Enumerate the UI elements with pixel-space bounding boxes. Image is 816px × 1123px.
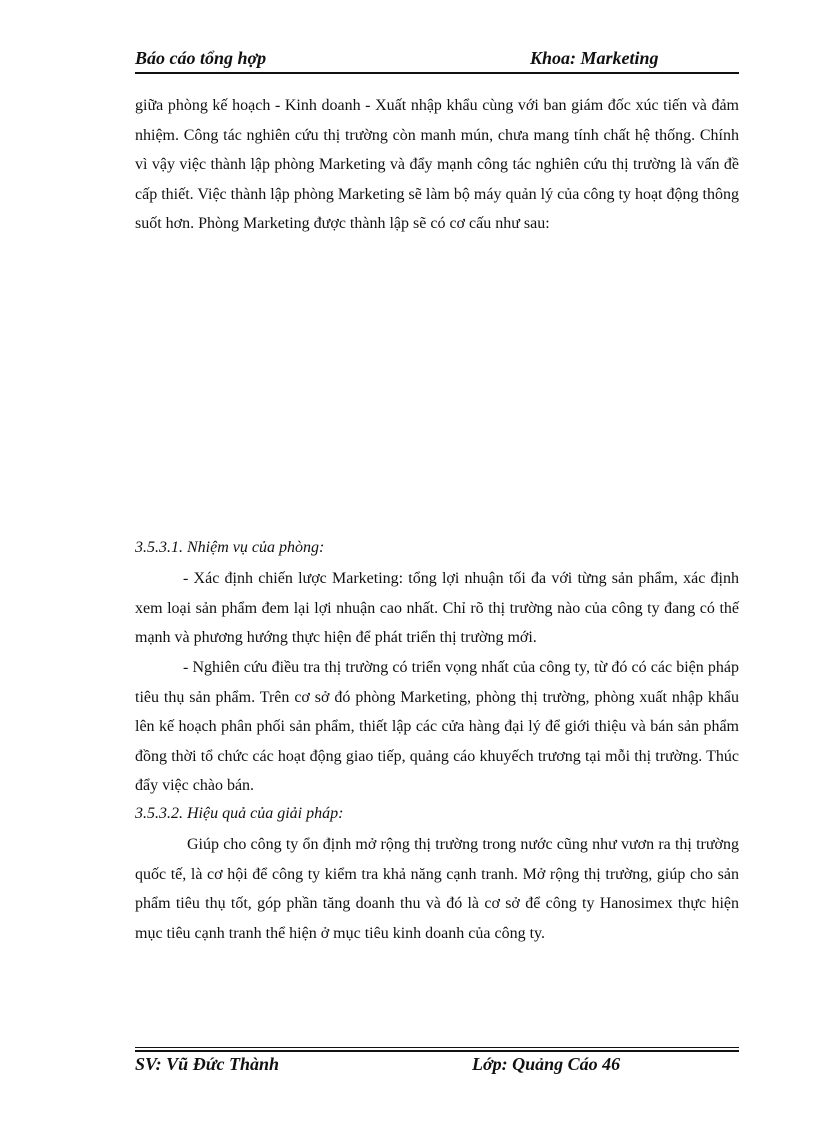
footer-student-name: SV: Vũ Đức Thành <box>135 1054 279 1074</box>
header-report-title: Báo cáo tổng hợp <box>135 48 267 68</box>
section-heading-tasks: 3.5.3.1. Nhiệm vụ của phòng: <box>135 539 325 556</box>
org-diagram-placeholder <box>135 275 739 525</box>
intro-paragraph: giữa phòng kế hoạch - Kinh doanh - Xuất nhập khẩu cùng với ban giám đốc xúc tiến và đảm nhiệm. Công tác nghiên cứu thị trường còn manh mún, chưa mang tính chất hệ thống. Chính vì vậy việc thành lập phòng Marketing và đẩy mạnh công tác nghiên cứu thị trường là vấn đề cấp thiết. Việc thành lập phòng Marketing sẽ làm bộ máy quản lý của công ty hoạt động thông suốt hơn. Phòng Marketing được thành lập sẽ có cơ cấu như sau: <box>135 97 739 233</box>
footer-divider-thin <box>135 1047 739 1048</box>
section-heading-effectiveness: 3.5.3.2. Hiệu quả của giải pháp: <box>135 805 344 822</box>
tasks-paragraph-2: - Nghiên cứu điều tra thị trường có triển vọng nhất của công ty, từ đó có các biện pháp tiêu thụ sản phẩm. Trên cơ sở đó phòng Marketing, phòng thị trường, phòng xuất nhập khẩu lên kế hoạch phân phối sản phẩm, thiết lập các cửa hàng đại lý để giới thiệu và bán sản phẩm đồng thời tổ chức các hoạt động giao tiếp, quảng cáo khuyếch trương tại mỗi thị trường. Thúc đẩy việc chào bán. <box>135 659 739 795</box>
page-header <box>135 46 739 74</box>
header-faculty: Khoa: Marketing <box>530 48 659 68</box>
footer-divider-thick <box>135 1050 739 1052</box>
tasks-paragraph-1: - Xác định chiến lược Marketing: tổng lợi nhuận tối đa với từng sản phẩm, xác định xem loại sản phẩm đem lại lợi nhuận cao nhất. Chỉ rõ thị trường nào của công ty đang có thế mạnh và phương hướng thực hiện để phát triển thị trường mới. <box>135 570 739 647</box>
effectiveness-paragraph: Giúp cho công ty ổn định mở rộng thị trường trong nước cũng như vươn ra thị trường quốc tế, là cơ hội để công ty kiểm tra khả năng cạnh tranh. Mở rộng thị trường, giúp cho sản phẩm tiêu thụ tốt, góp phần tăng doanh thu và đó là cơ sở để công ty Hanosimex thực hiện mục tiêu cạnh tranh thể hiện ở mục tiêu kinh doanh của công ty. <box>135 836 739 942</box>
footer-class-name: Lớp: Quảng Cáo 46 <box>472 1054 621 1074</box>
